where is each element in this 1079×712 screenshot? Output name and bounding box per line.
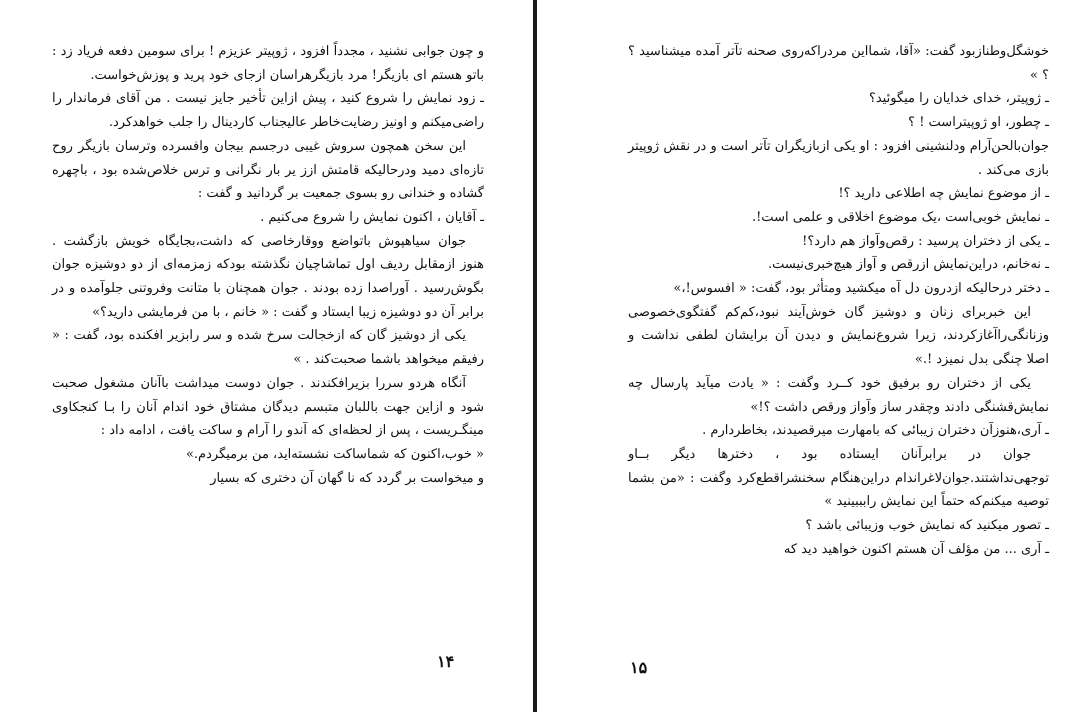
paragraph: خوشگل‌وطنازبود گفت: «آقا، شمااین مردراکه‌روی صحنه تآتر آمده میشناسید ؟ ؟ » <box>628 44 1049 83</box>
paragraph: ـ یکی از دختران پرسید : رقص‌وآواز هم دارد؟! <box>802 233 1049 249</box>
page-number: ۱۴ <box>437 652 455 671</box>
paragraph: ـ از موضوع نمایش چه اطلاعی دارید ؟! <box>838 186 1049 202</box>
paragraph: یکی از دوشیز گان که ازخجالت سرخ شده و سر رابزیر افکنده بود، گفت : « رفیقم میخواهد باشما صحبت‌کند . » <box>52 328 484 368</box>
right-page-text <box>628 40 1049 561</box>
paragraph: و میخواست بر گردد که نا گهان آن دختری که بسیار <box>210 470 484 486</box>
left-page <box>0 0 534 712</box>
paragraph: ـ تصور میکنید که نمایش خوب وزیبائی باشد ؟ <box>805 518 1049 534</box>
paragraph: ـ ژوپیتر، خدای خدایان را میگوئید؟ <box>868 91 1049 107</box>
paragraph: ـ نه‌خانم، دراین‌نمایش ازرقص و آواز هیچ‌خبری‌نیست. <box>767 257 1049 273</box>
paragraph: جوان سیاهپوش باتواضع ووقارخاصی که داشت،بجایگاه خویش بازگشت . هنوز ازمقابل ردیف اول تماشاچیان نگذشته بودکه زمزمه‌ای از دو دوشیزه جوان بگوش‌رسید . آوراصدا زده بودند . جوان همچنان با متانت وفروتنی جلوآمده و در برابر آن دو دوشیزه زیبا ایستاد و گفت : « خانم ، با من فرمایشی دارید؟» <box>52 233 484 320</box>
paragraph: این خبربرای زنان و دوشیز گان خوش‌آیند نبود،کم‌کم گفتگوی‌خصوصی وزنانگی‌راآغازکردند، زیرا شروع‌نمایش و دیدن آن برایشان لطفی نداشت و اصلا چنگی بدل نمیزد !.» <box>628 304 1049 368</box>
paragraph: این سخن همچون سروش غیبی درجسم بیجان وافسرده وترسان بازیگر روح تازه‌ای دمید ودرحالیکه قامتش ازز یر بار نگرانی و ترس خلاص‌شده بود ، باچهره گشاده و خندانی رو بسوی جمعیت بر گردانید و گفت : <box>52 138 484 202</box>
paragraph: ـ آری ... من مؤلف آن هستم اکنون خواهید دید که <box>783 541 1049 557</box>
paragraph: و چون جوابی نشنید ، مجدداً افزود ، ژوپیتر عزیزم ! برای سومین دفعه فریاد زد : باتو هستم ای بازیگر! مرد بازیگرهراسان ازجای خود پرید و پوزش‌خواست. <box>52 44 484 83</box>
paragraph: ـ آری،هنوزآن دختران زیبائی که بامهارت میرقصیدند، بخاطردارم . <box>702 423 1049 439</box>
paragraph: ـ نمایش خوبی‌است ،یک موضوع اخلاقی و علمی است!. <box>751 209 1049 225</box>
paragraph: آنگاه هردو سررا بزیرافکندند . جوان دوست میداشت باآنان مشغول صحبت شود و ازاین جهت باللبان متبسم دیدگان مشتاق خود اندام آنان را بـا کنجکاوی مینگـریست ، پس از لحظه‌ای که آندو را آرام و ساکت یافت ، ادامه داد : <box>52 375 484 439</box>
paragraph: ـ زود نمایش را شروع کنید ، پیش ازاین تأخیر جایز نیست . من آقای فرماندار را راضی‌میکنم و اونیز رضایت‌خاطر عالیجناب کاردینال را جلب خواهدکرد. <box>52 91 484 131</box>
paragraph: ـ چطور، او ژوپیتراست ! ؟ <box>908 115 1049 131</box>
paragraph: جوان در برابرآنان ایستاده بود ، دخترها دیگر بــاو توجهی‌نداشتند.جوان‌لاغراندام دراین‌هنگام سخنشرا‌قطع‌کرد وگفت : «من بشما توصیه میکنم‌که حتماً این نمایش رابببینید » <box>628 446 1049 510</box>
left-page-text <box>52 40 484 490</box>
page-number: ۱۵ <box>630 658 648 677</box>
paragraph: « خوب،اکنون که شماساکت نشسته‌اید، من برمیگردم.» <box>185 446 484 462</box>
book-spine-divider <box>533 0 537 712</box>
paragraph: ـ آقایان ، اکنون نمایش را شروع می‌کنیم . <box>260 209 484 225</box>
paragraph: جوان‌بالحن‌آرام ودلنشینی افزود : او یکی ازبازیگران تآتر است و در نقش ژوپیتر بازی می‌کند . <box>628 138 1049 178</box>
right-page <box>542 0 1079 712</box>
paragraph: یکی از دختران رو برفیق خود کــرد وگفت : « یادت میآید پارسال چه نمایش‌قشنگی دادند وچقدر ساز وآواز ورقص داشت ؟!» <box>628 375 1049 415</box>
paragraph: ـ دختر درحالیکه ازدرون دل آه میکشید ومتأثر بود، گفت: « افسوس!،» <box>673 281 1049 297</box>
